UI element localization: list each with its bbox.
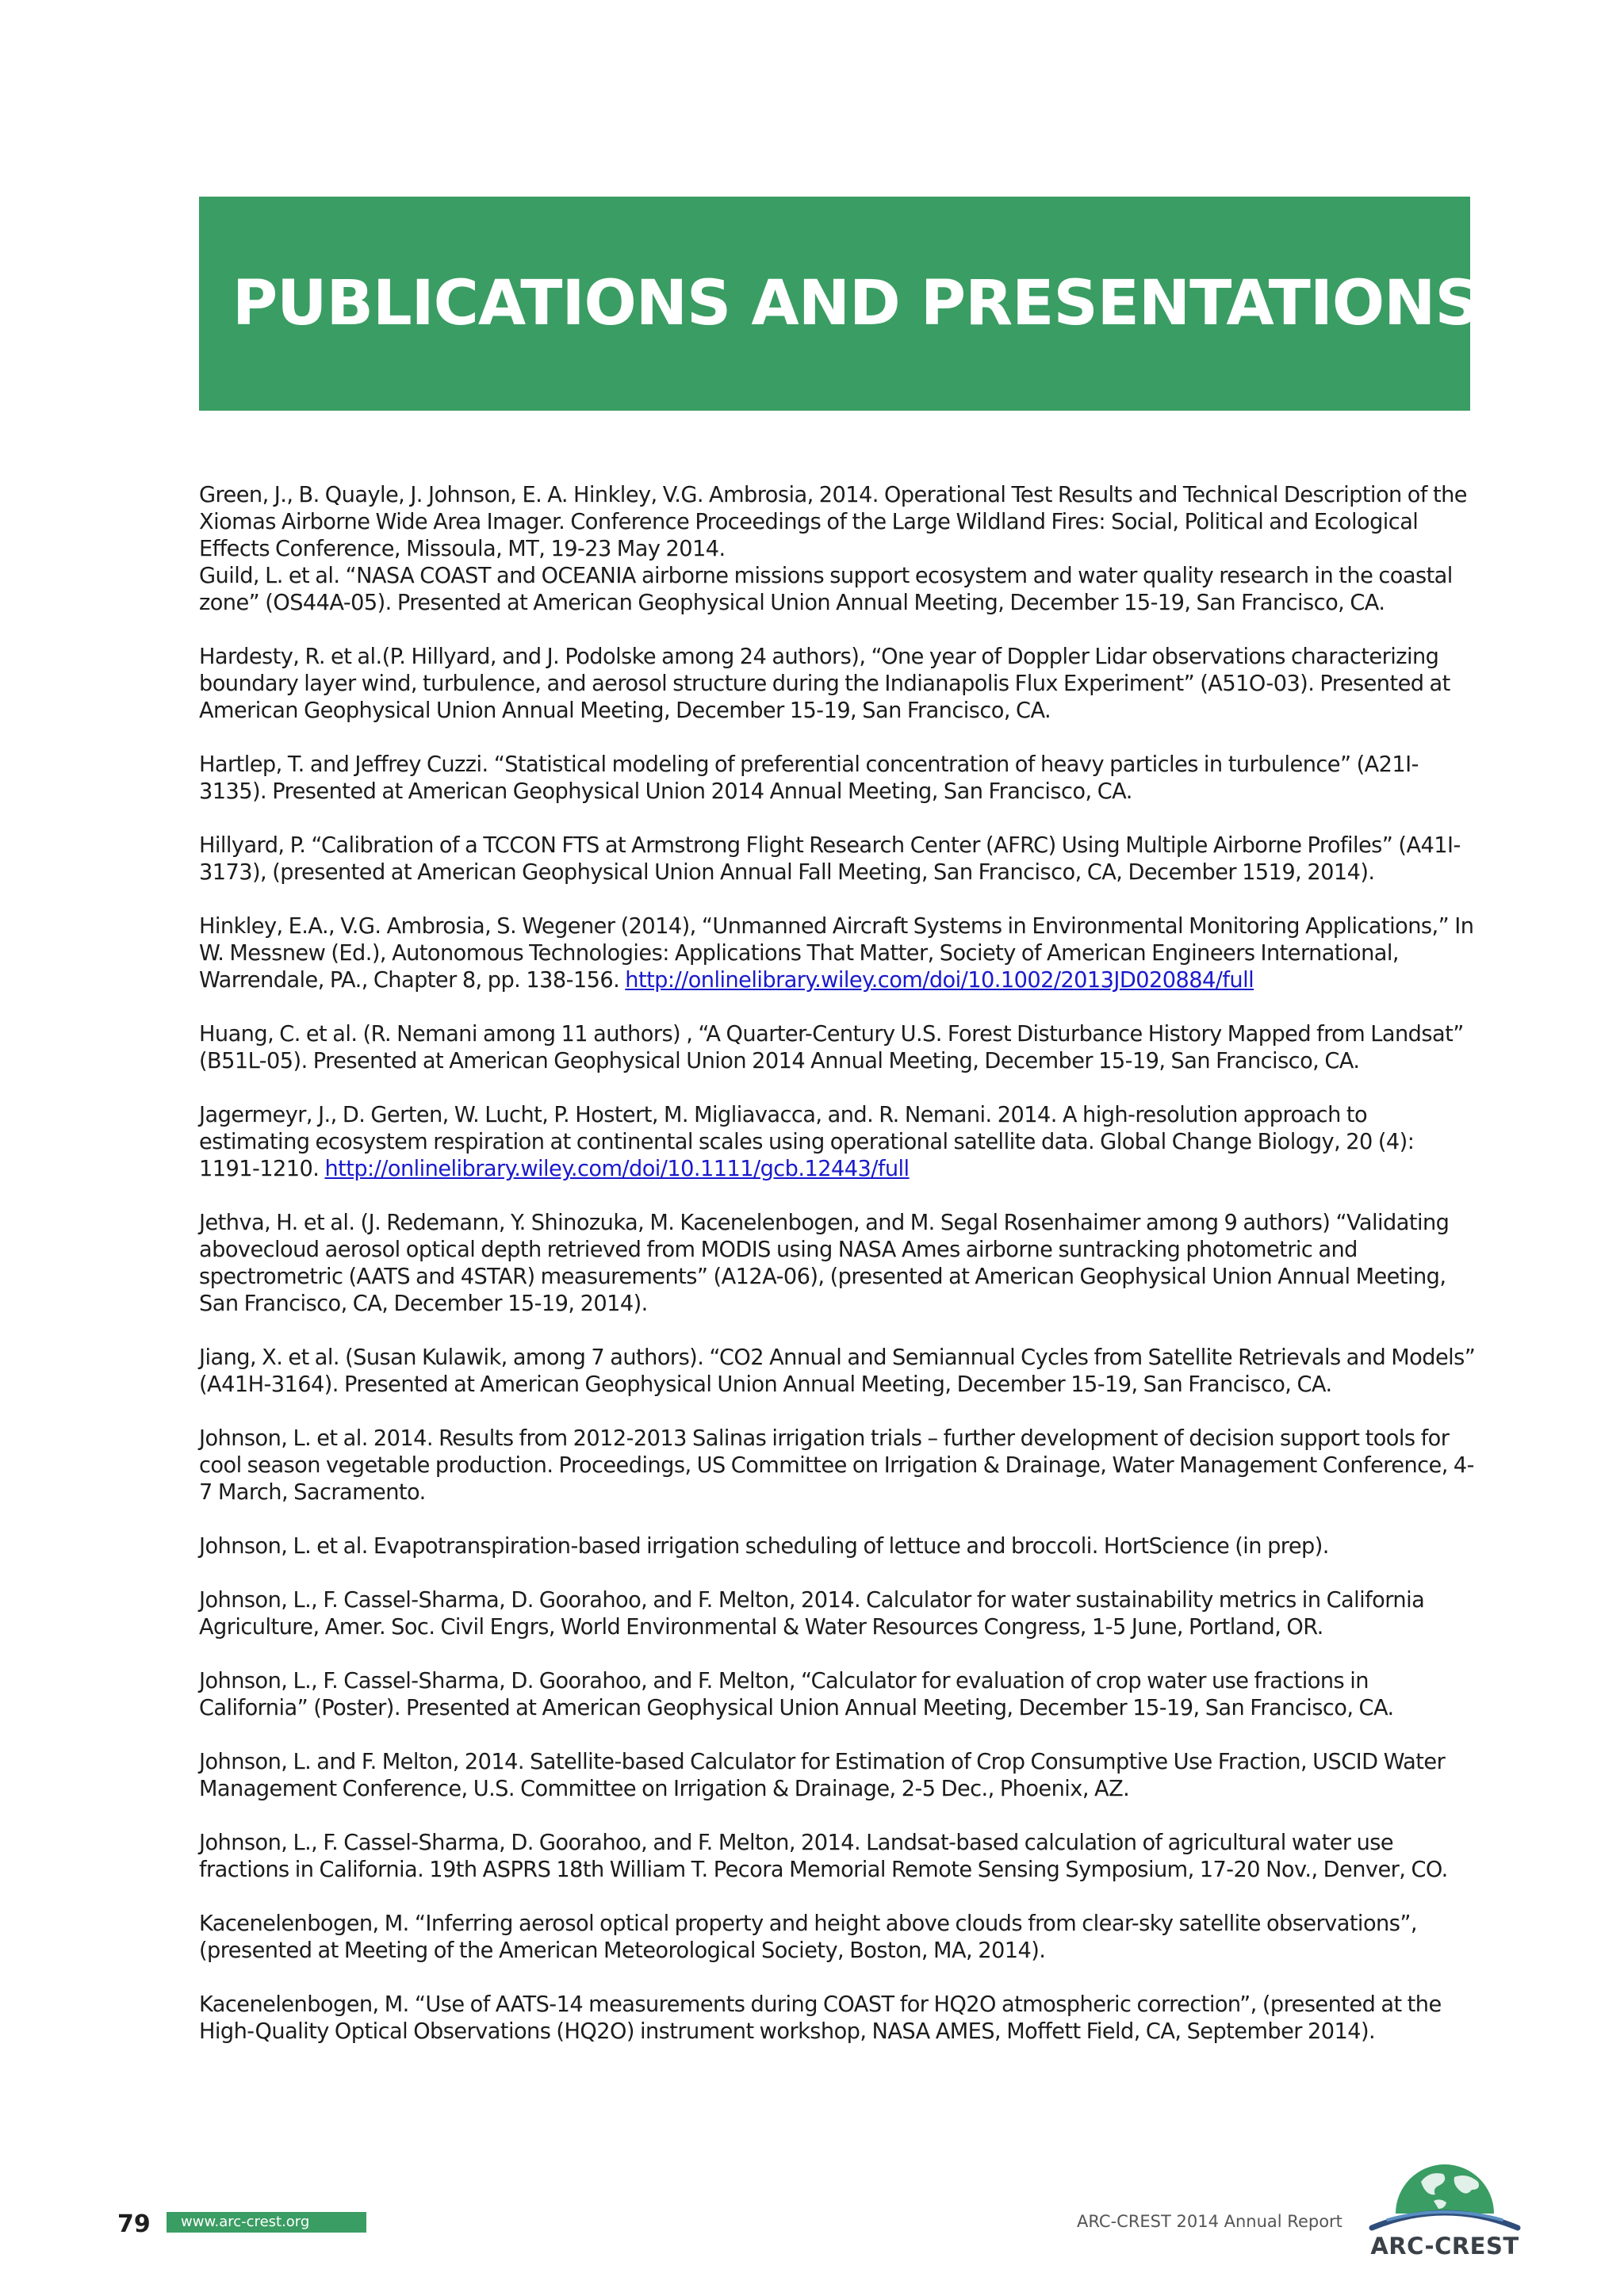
reference-item: Guild, L. et al. “NASA COAST and OCEANIA airborne missions support ecosystem and water quality research in the coastal zone” (OS44A-05). Presented at American Geophysical Union Annual Meeting, December 15-19, San Francisco, CA. [199,564,1453,615]
page-title: PUBLICATIONS AND PRESENTATIONS [232,268,1479,339]
reference-item: Huang, C. et al. (R. Nemani among 11 authors) , “A Quarter-Century U.S. Forest Disturbance History Mapped from Landsat” (B51L-05). Presented at American Geophysical Union 2014 Annual Meeting, December 15-19, San Francisco, CA. [199,1022,1464,1073]
logo-text: ARC-CREST [1370,2233,1519,2260]
reference-item: Jiang, X. et al. (Susan Kulawik, among 7 authors). “CO2 Annual and Semiannual Cycles from Satellite Retrievals and Models” (A41H-3164). Presented at American Geophysical Union Annual Meeting, December 15-19, San Francisco, CA. [199,1345,1476,1397]
reference-item: Johnson, L., F. Cassel-Sharma, D. Goorahoo, and F. Melton, “Calculator for evaluation of crop water use fractions in California” (Poster). Presented at American Geophysical Union Annual Meeting, December 15-19, San Francisco, CA. [199,1669,1394,1720]
footer-url[interactable]: www.arc-crest.org [167,2212,366,2233]
title-banner [199,197,1479,411]
reference-item: Hinkley, E.A., V.G. Ambrosia, S. Wegener (2014), “Unmanned Aircraft Systems in Environmental Monitoring Applications,” In W. Messnew (Ed.), Autonomous Technologies: Applications That Matter, Society of American Engineers International, Warrendale, PA., Chapter 8, pp. 138-156. http://onlinelibrary.wiley.com/doi/10.1002/2013JD020884/full [199,914,1474,993]
reference-item: Hartlep, T. and Jeffrey Cuzzi. “Statistical modeling of preferential concentration of heavy particles in turbulence” (A21I-3135). Presented at American Geophysical Union 2014 Annual Meeting, San Francisco, CA. [199,752,1419,804]
page-number: 79 [117,2210,151,2238]
reference-item: Johnson, L. and F. Melton, 2014. Satellite-based Calculator for Estimation of Crop Consumptive Use Fraction, USCID Water Management Conference, U.S. Committee on Irrigation & Drainage, 2-5 Dec., Phoenix, AZ. [199,1750,1446,1801]
reference-item: Kacenelenbogen, M. “Inferring aerosol optical property and height above clouds from clear-sky satellite observations”, (presented at Meeting of the American Meteorological Society, Boston, MA, 2014). [199,1911,1417,1963]
reference-item: Johnson, L. et al. Evapotranspiration-based irrigation scheduling of lettuce and broccoli. HortScience (in prep). [199,1534,1329,1559]
reference-item: Hillyard, P. “Calibration of a TCCON FTS at Armstrong Flight Research Center (AFRC) Using Multiple Airborne Profiles” (A41I-3173), (presented at American Geophysical Union Annual Fall Meeting, San Francisco, CA, December 1519, 2014). [199,833,1461,885]
reference-item: Johnson, L., F. Cassel-Sharma, D. Goorahoo, and F. Melton, 2014. Landsat-based calculation of agricultural water use fractions in California. 19th ASPRS 18th William T. Pecora Memorial Remote Sensing Symposium, 17-20 Nov., Denver, CO. [199,1831,1448,1882]
footer-report-title: ARC-CREST 2014 Annual Report [1077,2212,1342,2231]
reference-item: Jagermeyr, J., D. Gerten, W. Lucht, P. Hostert, M. Migliavacca, and. R. Nemani. 2014. A high-resolution approach to estimating ecosystem respiration at continental scales using operational satellite data. Global Change Biology, 20 (4): 1191-1210. http://onlinelibrary.wiley.com/doi/10.1111/gcb.12443/full [199,1103,1415,1181]
reference-item: Jethva, H. et al. (J. Redemann, Y. Shinozuka, M. Kacenelenbogen, and M. Segal Rosenhaimer among 9 authors) “Validating abovecloud aerosol optical depth retrieved from MODIS using NASA Ames airborne suntracking photometric and spectrometric (AATS and 4STAR) measurements” (A12A-06), (presented at American Geophysical Union Annual Meeting, San Francisco, CA, December 15-19, 2014). [199,1211,1450,1316]
reference-item: Green, J., B. Quayle, J. Johnson, E. A. Hinkley, V.G. Ambrosia, 2014. Operational Test Results and Technical Description of the Xiomas Airborne Wide Area Imager. Conference Proceedings of the Large Wildland Fires: Social, Political and Ecological Effects Conference, Missoula, MT, 19-23 May 2014. [199,483,1467,561]
reference-item: Kacenelenbogen, M. “Use of AATS-14 measurements during COAST for HQ2O atmospheric correction”, (presented at the High-Quality Optical Observations (HQ2O) instrument workshop, NASA AMES, Moffett Field, CA, September 2014). [199,1992,1442,2044]
reference-list [199,482,1480,2045]
reference-link[interactable]: http://onlinelibrary.wiley.com/doi/10.1111/gcb.12443/full [324,1157,910,1181]
reference-item: Hardesty, R. et al.(P. Hillyard, and J. Podolske among 24 authors), “One year of Doppler Lidar observations characterizing boundary layer wind, turbulence, and aerosol structure during the Indianapolis Flux Experiment” (A51O-03). Presented at American Geophysical Union Annual Meeting, December 15-19, San Francisco, CA. [199,645,1450,723]
reference-item: Johnson, L. et al. 2014. Results from 2012-2013 Salinas irrigation trials – further development of decision support tools for cool season vegetable production. Proceedings, US Committee on Irrigation & Drainage, Water Management Conference, 4-7 March, Sacramento. [199,1426,1474,1505]
reference-link[interactable]: http://onlinelibrary.wiley.com/doi/10.1002/2013JD020884/full [625,968,1254,993]
reference-item: Johnson, L., F. Cassel-Sharma, D. Goorahoo, and F. Melton, 2014. Calculator for water sustainability metrics in California Agriculture, Amer. Soc. Civil Engrs, World Environmental & Water Resources Congress, 1-5 June, Portland, OR. [199,1588,1425,1640]
